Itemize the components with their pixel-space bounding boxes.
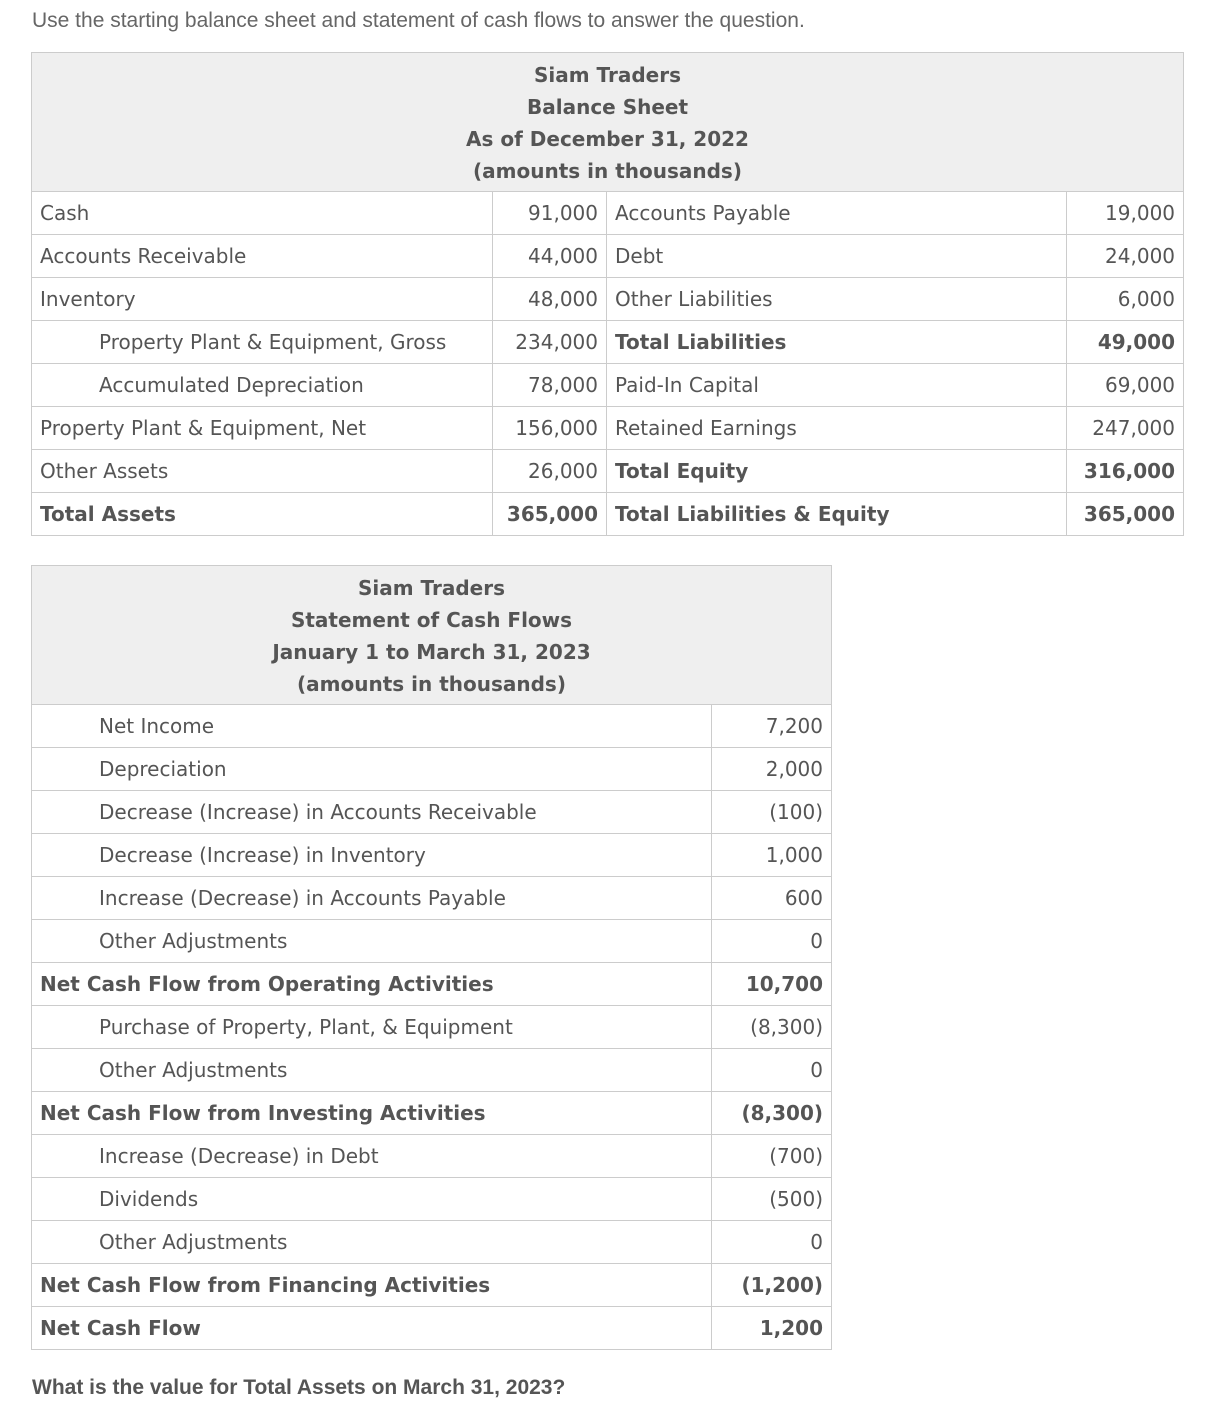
cash-flow-value: (1,200): [712, 1264, 832, 1307]
asset-value: 48,000: [493, 278, 607, 321]
liability-value: 69,000: [1067, 364, 1184, 407]
liability-value: 316,000: [1067, 450, 1184, 493]
asset-label: Accounts Receivable: [32, 235, 493, 278]
cash-flow-value: 0: [712, 1049, 832, 1092]
liability-label: Other Liabilities: [607, 278, 1067, 321]
liability-label: Total Equity: [607, 450, 1067, 493]
question-text: What is the value for Total Assets on March 31, 2023?: [32, 1376, 566, 1399]
statement-date: As of December 31, 2022: [466, 127, 749, 151]
cash-flow-label: Increase (Decrease) in Accounts Payable: [32, 877, 712, 920]
cash-flow-total-row: [32, 1307, 832, 1350]
liability-value: 24,000: [1067, 235, 1184, 278]
asset-value: 44,000: [493, 235, 607, 278]
cash-flow-label: Increase (Decrease) in Debt: [32, 1135, 712, 1178]
cash-flow-row: [32, 1006, 832, 1049]
balance-sheet-row: [32, 450, 1184, 493]
asset-value: 26,000: [493, 450, 607, 493]
cash-flow-value: 600: [712, 877, 832, 920]
liability-value: 49,000: [1067, 321, 1184, 364]
cash-flow-row: [32, 877, 832, 920]
cash-flow-value: (700): [712, 1135, 832, 1178]
cash-flow-label: Decrease (Increase) in Accounts Receivable: [32, 791, 712, 834]
cash-flow-value: 1,200: [712, 1307, 832, 1350]
liability-label: Paid-In Capital: [607, 364, 1067, 407]
cash-flow-label: Other Adjustments: [32, 1221, 712, 1264]
cash-flow-value: 7,200: [712, 705, 832, 748]
asset-label: Total Assets: [32, 493, 493, 536]
asset-label: Other Assets: [32, 450, 493, 493]
cash-flow-row: [32, 1135, 832, 1178]
statement-period: January 1 to March 31, 2023: [272, 640, 591, 664]
asset-value: 91,000: [493, 192, 607, 235]
liability-label: Total Liabilities: [607, 321, 1067, 364]
asset-label: Cash: [32, 192, 493, 235]
asset-value: 365,000: [493, 493, 607, 536]
asset-label: Property Plant & Equipment, Net: [32, 407, 493, 450]
balance-sheet-row: [32, 364, 1184, 407]
cash-flow-value: 1,000: [712, 834, 832, 877]
balance-sheet-row: [32, 278, 1184, 321]
asset-label: Accumulated Depreciation: [32, 364, 493, 407]
cash-flow-row: [32, 748, 832, 791]
company-name: Siam Traders: [534, 63, 682, 87]
company-name: Siam Traders: [358, 576, 506, 600]
cash-flow-label: Net Cash Flow: [32, 1307, 712, 1350]
cash-flow-label: Decrease (Increase) in Inventory: [32, 834, 712, 877]
balance-sheet-row: [32, 235, 1184, 278]
liability-value: 247,000: [1067, 407, 1184, 450]
asset-value: 78,000: [493, 364, 607, 407]
cash-flow-label: Dividends: [32, 1178, 712, 1221]
cash-flow-label: Net Cash Flow from Investing Activities: [32, 1092, 712, 1135]
cash-flow-value: 0: [712, 920, 832, 963]
cash-flow-value: 10,700: [712, 963, 832, 1006]
cash-flow-value: 0: [712, 1221, 832, 1264]
cash-flow-row: [32, 1178, 832, 1221]
balance-sheet-row: [32, 493, 1184, 536]
amount-units: (amounts in thousands): [473, 159, 742, 183]
cash-flow-value: 2,000: [712, 748, 832, 791]
asset-label: Inventory: [32, 278, 493, 321]
liability-label: Total Liabilities & Equity: [607, 493, 1067, 536]
liability-value: 19,000: [1067, 192, 1184, 235]
cash-flow-label: Other Adjustments: [32, 1049, 712, 1092]
cash-flow-row: [32, 1049, 832, 1092]
amount-units: (amounts in thousands): [297, 672, 566, 696]
intro-text: Use the starting balance sheet and statement of cash flows to answer the question.: [32, 9, 805, 32]
balance-sheet-row: [32, 321, 1184, 364]
asset-value: 156,000: [493, 407, 607, 450]
cash-flow-subtotal-row: [32, 1092, 832, 1135]
asset-value: 234,000: [493, 321, 607, 364]
cash-flow-label: Purchase of Property, Plant, & Equipment: [32, 1006, 712, 1049]
balance-sheet-table: [31, 52, 1184, 536]
liability-label: Accounts Payable: [607, 192, 1067, 235]
liability-value: 365,000: [1067, 493, 1184, 536]
cash-flow-header: [32, 566, 832, 705]
cash-flow-label: Net Cash Flow from Financing Activities: [32, 1264, 712, 1307]
statement-title: Balance Sheet: [526, 95, 689, 119]
cash-flow-label: Net Income: [32, 705, 712, 748]
cash-flow-value: (8,300): [712, 1092, 832, 1135]
asset-label: Property Plant & Equipment, Gross: [32, 321, 493, 364]
balance-sheet-row: [32, 192, 1184, 235]
statement-title: Statement of Cash Flows: [290, 608, 573, 632]
cash-flow-row: [32, 920, 832, 963]
balance-sheet-header: [32, 53, 1184, 192]
cash-flow-row: [32, 791, 832, 834]
cash-flow-label: Other Adjustments: [32, 920, 712, 963]
liability-label: Retained Earnings: [607, 407, 1067, 450]
cash-flow-value: (8,300): [712, 1006, 832, 1049]
cash-flow-value: (100): [712, 791, 832, 834]
liability-value: 6,000: [1067, 278, 1184, 321]
cash-flow-label: Depreciation: [32, 748, 712, 791]
cash-flow-subtotal-row: [32, 1264, 832, 1307]
cash-flow-row: [32, 1221, 832, 1264]
cash-flow-table: [31, 565, 832, 1350]
balance-sheet-row: [32, 407, 1184, 450]
cash-flow-subtotal-row: [32, 963, 832, 1006]
cash-flow-label: Net Cash Flow from Operating Activities: [32, 963, 712, 1006]
cash-flow-row: [32, 705, 832, 748]
cash-flow-value: (500): [712, 1178, 832, 1221]
liability-label: Debt: [607, 235, 1067, 278]
cash-flow-row: [32, 834, 832, 877]
